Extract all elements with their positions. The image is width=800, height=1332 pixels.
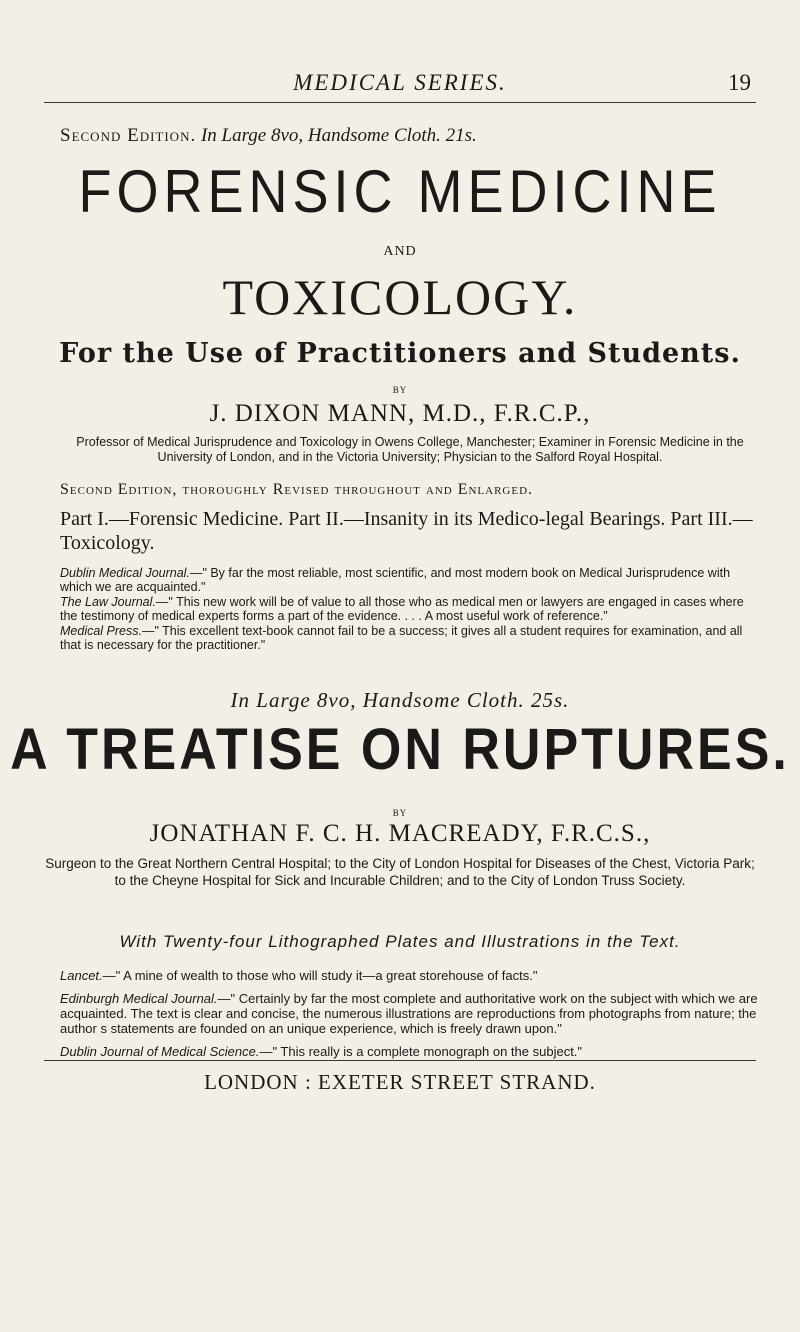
book1-edition-line — [60, 125, 477, 147]
book2-edition-format: In Large 8vo, Handsome Cloth. 25s. — [230, 688, 570, 712]
review — [60, 624, 762, 652]
review — [60, 595, 762, 623]
header-rule — [44, 102, 756, 103]
review-text: —" Certainly by far the most complete and authoritative work on the subject with which we are acquainted. The text is clear and concise, the numerous illustrations are reproductions from photographs from nature; the author s statements are founded on an unique experience, which is freely drawn upon." — [60, 991, 758, 1036]
page-number: 19 — [728, 70, 751, 95]
review — [60, 991, 762, 1036]
review-source: Lancet. — [60, 968, 103, 983]
review — [60, 1044, 762, 1059]
review — [60, 566, 762, 594]
book1-affiliation: Professor of Medical Jurisprudence and Toxicology in Owens College, Manchester; Examiner in Forensic Medicine in the University of London, and in the Victoria University; Physician to the Salford Royal Hospital. — [76, 435, 744, 464]
book2-affiliation: Surgeon to the Great Northern Central Hospital; to the City of London Hospital for Diseases of the Chest, Victoria Park; to the Cheyne Hospital for Sick and Incurable Children; and to the City of London Truss Society. — [45, 856, 755, 888]
book1-by: BY — [392, 385, 408, 395]
running-title: MEDICAL SERIES. — [293, 70, 507, 95]
book1-edition-note: Second Edition, thoroughly Revised throughout and Enlarged. — [60, 481, 534, 498]
review-source: Medical Press. — [60, 624, 142, 638]
publisher-address: LONDON : EXETER STREET STRAND. — [204, 1070, 596, 1094]
book1-and: AND — [383, 244, 417, 259]
book1-title-line1: FORENSIC MEDICINE — [78, 158, 722, 226]
book1-parts: Part I.—Forensic Medicine. Part II.—Insanity in its Medico-legal Bearings. Part III.—Toxicology. — [60, 508, 753, 554]
review-text: —" This new work will be of value to all those who as medical men or lawyers are engaged in cases where the testimony of medical experts forms a part of the evidence. . . . A most useful work of reference." — [60, 595, 744, 623]
review-source: Dublin Medical Journal. — [60, 566, 190, 580]
review-text: —" A mine of wealth to those who will study it—a great storehouse of facts." — [102, 968, 538, 983]
book2-author: JONATHAN F. C. H. MACREADY, F.R.C.S., — [149, 820, 651, 847]
book2-plates: With Twenty-four Lithographed Plates and Illustrations in the Text. — [119, 932, 681, 951]
book2-title: A TREATISE ON RUPTURES. — [10, 717, 790, 783]
book1-subtitle: For the Use of Practitioners and Students. — [59, 338, 741, 369]
book2-by: BY — [392, 808, 408, 818]
book1-author: J. DIXON MANN, M.D., F.R.C.P., — [209, 400, 591, 427]
review-source: Dublin Journal of Medical Science. — [60, 1044, 260, 1059]
book2-reviews — [60, 968, 762, 1067]
footer-rule — [44, 1060, 756, 1061]
review-text: —" By far the most reliable, most scientific, and most modern book on Medical Jurisprudence with which we are acquainted." — [60, 566, 731, 594]
book1-edition-label: Second Edition. — [60, 125, 197, 146]
review-text: —" This really is a complete monograph on the subject." — [259, 1044, 583, 1059]
review-text: —" This excellent text-book cannot fail to be a success; it gives all a student requires for examination, and all that is necessary for the practitioner." — [60, 624, 743, 652]
book1-reviews — [60, 566, 762, 653]
review-source: Edinburgh Medical Journal. — [60, 991, 218, 1006]
review — [60, 968, 762, 983]
book1-title-line2: TOXICOLOGY. — [222, 269, 578, 325]
review-source: The Law Journal. — [60, 595, 156, 609]
book1-edition-format: In Large 8vo, Handsome Cloth. 21s. — [200, 125, 477, 146]
